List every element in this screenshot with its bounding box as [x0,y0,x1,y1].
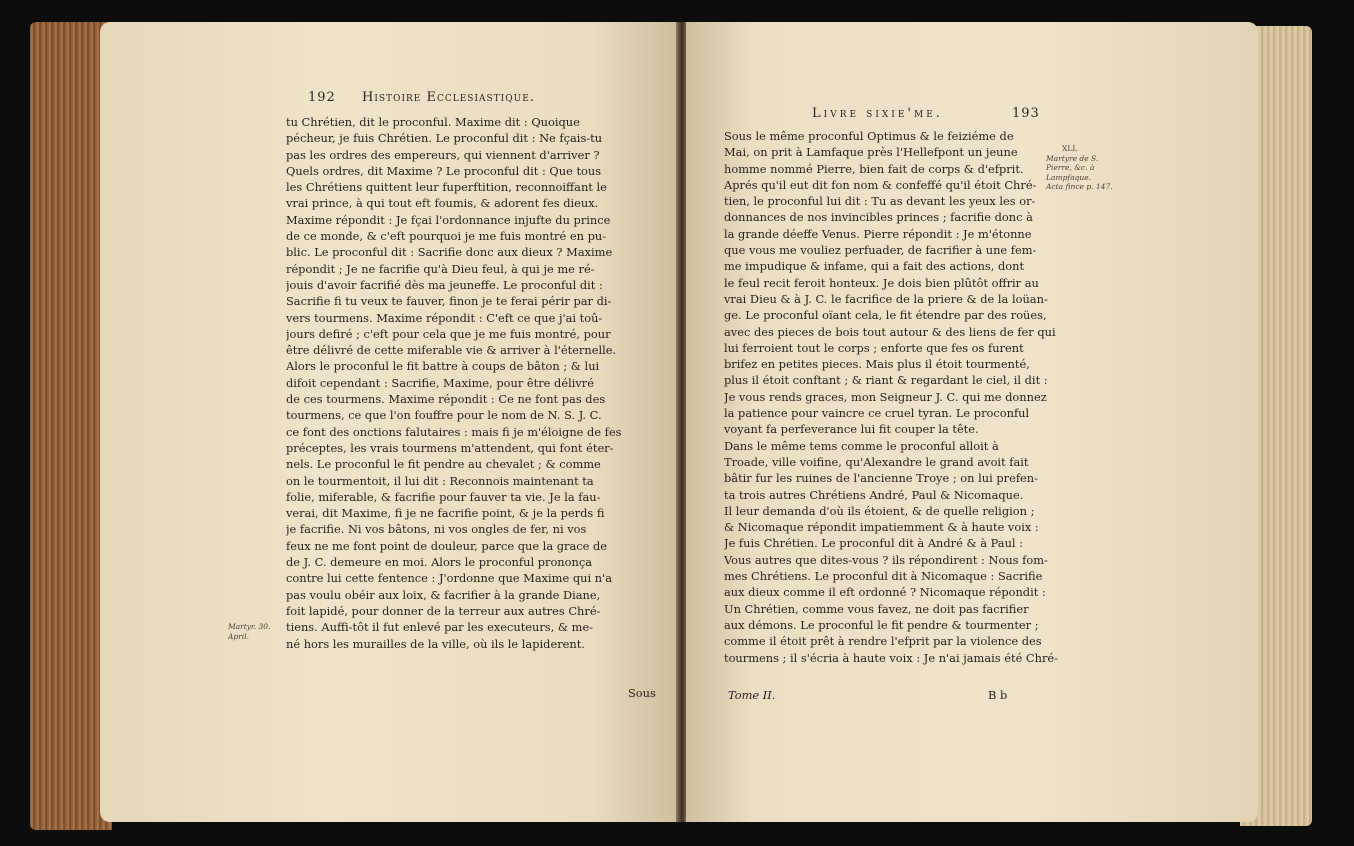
text-line: aux démons. Le proconful le fit pendre & tourmenter ; [724,617,1039,632]
text-line: tourmens ; il s'écria à haute voix : Je n'ai jamais été Chré- [724,650,1059,665]
margin-note-line: Lampfaque. [1046,172,1092,182]
text-line: Mai, on prit à Lamfaque près l'Hellefpont un jeune [724,145,1018,160]
text-line: blic. Le proconful dit : Sacrifie donc aux dieux ? Maxime [286,245,613,260]
left-page-number: 192 [308,90,336,105]
text-line: Dans le même tems comme le proconful alloit à [724,438,999,453]
text-line: Troade, ville voifine, qu'Alexandre le grand avoit fait [724,454,1029,469]
text-line: être délivré de cette miferable vie & arriver à l'éternelle. [286,343,617,358]
text-line: voyant fa perfeverance lui fit couper la tête. [724,422,979,437]
left-catchword: Sous [628,686,656,700]
text-line: on le tourmentoit, il lui dit : Reconnois maintenant ta [286,473,594,488]
text-line: folie, miferable, & facrifie pour fauver ta vie. Je la fau- [286,489,601,504]
left-margin-note [228,622,270,641]
text-line: brifez en petites pieces. Mais plus il étoit tourmenté, [724,357,1030,372]
text-line: les Chrétiens quittent leur fuperftition, reconnoiffant le [286,180,607,195]
text-line: ce font des onctions falutaires : mais fi je m'éloigne de fes [286,424,622,439]
margin-note-line: Martyr. 30. [228,622,271,631]
text-line: tourmens, ce que l'on fouffre pour le nom de N. S. J. C. [286,408,602,423]
text-line: homme nommé Pierre, bien fait de corps & d'efprit. [724,161,1024,176]
right-running-title: Livre sixie'me. [812,106,943,121]
margin-note-line: Acta fince p. 147. [1046,182,1113,191]
text-line: Sacrifie fi tu veux te fauver, finon je te ferai périr par di- [286,294,612,309]
right-page-number: 193 [1012,106,1040,121]
text-line: Il leur demanda d'où ils étoient, & de quelle religion ; [724,503,1035,518]
text-line: vers tourmens. Maxime répondit : C'eft ce que j'ai toû- [286,310,603,325]
text-line: Je fuis Chrétien. Le proconful dit à André & à Paul : [724,536,1024,551]
text-line: Alors le proconful le fit battre à coups de bâton ; & lui [286,359,600,374]
text-line: Quels ordres, dit Maxime ? Le proconful dit : Que tous [286,163,602,178]
text-line: pas voulu obéir aux loix, & facrifier à la grande Diane, [286,587,601,602]
left-running-title: Histoire Ecclesiastique. [362,90,535,105]
right-footer-tome: Tome II. [728,688,776,702]
margin-note-line: April. [228,631,249,641]
text-line: donnances de nos invincibles princes ; facrifie donc à [724,210,1033,225]
text-line: ta trois autres Chrétiens André, Paul & Nicomaque. [724,487,1024,502]
text-line: aux dieux comme il eft ordonné ? Nicomaque répondit : [724,585,1046,600]
text-line: de J. C. demeure en moi. Alors le proconful prononça [286,555,593,570]
left-page-text [286,114,664,652]
text-line: difoit cependant : Sacrifie, Maxime, pour être délivré [286,375,594,390]
margin-note-line: Martyre de S. [1046,153,1099,163]
text-line: vrai prince, à qui tout eft foumis, & adorent fes dieux. [286,196,599,211]
text-line: Je vous rends graces, mon Seigneur J. C. qui me donnez [724,389,1047,404]
text-line: que vous me vouliez perfuader, de facrifier à une fem- [724,243,1037,258]
text-line: mes Chrétiens. Le proconful dit à Nicomaque : Sacrifie [724,569,1043,584]
margin-note-line: Pierre, &c. à [1046,163,1095,172]
text-line: jours defiré ; c'eft pour cela que je me fuis montré, pour [286,326,611,341]
text-line: Vous autres que dites-vous ? ils répondirent : Nous fom- [724,552,1048,567]
text-line: Un Chrétien, comme vous favez, ne doit pas facrifier [724,601,1029,616]
text-line: préceptes, les vrais tourmens m'attendent, qui font éter- [286,440,614,455]
text-line: tiens. Auffi-tôt il fut enlevé par les executeurs, & me- [286,620,594,635]
margin-note-line: XLI. [1062,144,1078,153]
text-line: lui ferroient tout le corps ; enforte que fes os furent [724,340,1024,355]
text-line: Sous le même proconful Optimus & le feiziéme de [724,129,1014,143]
text-line: Aprés qu'il eut dit fon nom & confeffé qu'il étoit Chré- [724,177,1037,192]
text-line: répondit ; Je ne facrifie qu'à Dieu feul, à qui je me ré- [286,261,595,276]
text-line: la grande déeffe Venus. Pierre répondit : Je m'étonne [724,226,1032,241]
text-line: jouis d'avoir facrifié dès ma jeuneffe. Le proconful dit : [286,277,603,292]
text-line: tu Chrétien, dit le proconful. Maxime dit : Quoique [286,115,580,129]
text-line: feux ne me font point de douleur, parce que la grace de [286,538,608,553]
text-line: & Nicomaque répondit impatiemment & à haute voix : [724,520,1039,535]
left-page [100,22,678,822]
text-line: la patience pour vaincre ce cruel tyran. Le proconful [724,406,1030,421]
text-line: Maxime répondit : Je fçai l'ordonnance injufte du prince [286,212,611,227]
text-line: contre lui cette fentence : J'ordonne que Maxime qui n'a [286,571,612,586]
text-line: ge. Le proconful oïant cela, le fit étendre par des roües, [724,308,1047,323]
text-line: de ce monde, & c'eft pourquoi je me fuis montré en pu- [286,229,607,244]
text-line: foit lapidé, pour donner de la terreur aux autres Chré- [286,603,601,618]
right-margin-note [1046,144,1113,192]
text-line: de ces tourmens. Maxime répondit : Ce ne font pas des [286,392,606,407]
text-line: verai, dit Maxime, fi je ne facrifie point, & je la perds fi [286,506,605,521]
text-line: tien, le proconful lui dit : Tu as devant les yeux les or- [724,194,1036,209]
text-line: né hors les murailles de la ville, où ils le lapiderent. [286,636,585,651]
text-line: le feul recit feroit honteux. Je dois bien plûtôt offrir au [724,275,1039,290]
text-line: je facrifie. Ni vos bâtons, ni vos ongles de fer, ni vos [286,522,587,537]
text-line: pas les ordres des empereurs, qui viennent d'arriver ? [286,147,600,162]
right-page [686,22,1258,822]
text-line: nels. Le proconful le fit pendre au chevalet ; & comme [286,457,601,472]
text-line: pécheur, je fuis Chrétien. Le proconful dit : Ne fçais-tu [286,131,603,146]
right-footer-signature: B b [988,688,1008,702]
text-line: avec des pieces de bois tout autour & des liens de fer qui [724,324,1056,339]
text-line: vrai Dieu & à J. C. le facrifice de la priere & de la loüan- [724,291,1048,306]
right-page-text [724,128,1062,666]
text-line: me impudique & infame, qui a fait des actions, dont [724,259,1025,274]
text-line: bâtir fur les ruines de l'ancienne Troye ; on lui prefen- [724,471,1038,486]
text-line: comme il étoit prêt à rendre l'efprit par la violence des [724,634,1042,649]
text-line: plus il étoit conftant ; & riant & regardant le ciel, il dit : [724,373,1048,388]
